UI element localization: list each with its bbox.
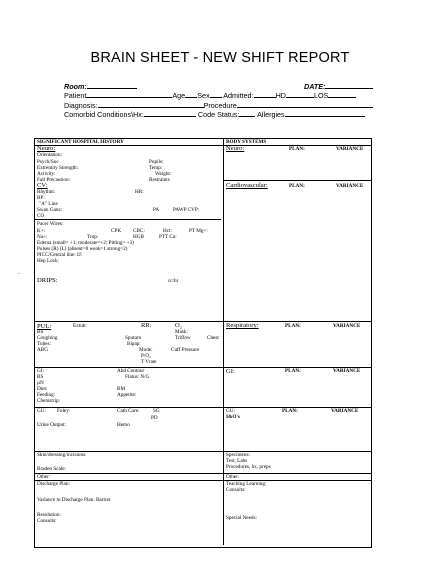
chemstrip-label: Chemstrip:	[37, 398, 61, 404]
pa-label: PA	[153, 207, 160, 213]
po2-label: P/O₂	[141, 353, 151, 359]
aline-label: "A" Line	[39, 201, 58, 207]
cardiovascular-heading: Cardiovascular:	[226, 182, 268, 189]
gi-heading: GI:	[37, 368, 44, 374]
respiratory-heading: Respiratory:	[226, 322, 259, 329]
picc-label: PICC/Central line: IJ:	[37, 252, 83, 258]
gi-bs-label: BS	[37, 374, 44, 380]
mode-label: Mode:	[139, 347, 153, 353]
swan-label: Swan Ganz:	[37, 207, 63, 213]
procedure-field[interactable]	[237, 100, 373, 108]
rhythm-label: Rhythm:	[37, 189, 56, 195]
activity-label: Activity:	[37, 171, 56, 177]
admitted-label: Admitted:	[223, 91, 254, 100]
row-line	[35, 480, 371, 481]
report-grid	[34, 138, 372, 548]
allergies-label: Allergies	[257, 110, 285, 119]
na-label: Na+:	[37, 234, 48, 240]
abd-label: Abd Contour	[117, 368, 145, 374]
bm-label: BM	[117, 386, 126, 392]
io-label: I&O's	[226, 414, 240, 420]
hgb-label: HGB	[133, 234, 144, 240]
patient-field[interactable]	[86, 90, 172, 98]
cv-variance-label: VARIANCE	[336, 183, 364, 189]
los-label: LOS	[313, 91, 329, 100]
column-divider	[223, 139, 224, 545]
gu-heading: GU:	[37, 408, 46, 414]
diagnosis-field[interactable]	[98, 100, 204, 108]
feeding-label: Feeding:	[37, 392, 56, 398]
cv-heading: CV:	[37, 182, 48, 189]
cpk-label: CPK	[111, 228, 122, 234]
restraints-label: Restraints	[149, 177, 170, 183]
row-line	[35, 407, 371, 408]
hr-label: HR:	[135, 189, 144, 195]
code-status-field[interactable]	[239, 109, 255, 117]
hd-label: HD	[275, 91, 286, 100]
neuro-heading: Neuro:	[37, 145, 56, 152]
procedures-label: Procedures, hx, preps	[226, 464, 271, 470]
weight-label: Weight:	[155, 171, 172, 177]
temp-label: Temp:	[149, 165, 163, 171]
neuro-right-heading: Neuro:	[226, 145, 245, 152]
pul-heading: PUL:	[37, 323, 52, 330]
diet-label: Diet:	[37, 386, 48, 392]
consults-left-label: Consults:	[37, 518, 57, 524]
procedure-label: Procedure	[203, 101, 237, 110]
row-line	[35, 473, 371, 474]
age-field[interactable]	[185, 90, 197, 98]
special-needs-label: Special Needs:	[226, 515, 257, 521]
comorbid-row	[64, 109, 365, 119]
row-line	[223, 180, 371, 181]
sg-label: SG	[153, 408, 160, 414]
body-systems-header: BODY SYSTEMS	[226, 139, 267, 145]
orientation-label: Orientation:	[37, 152, 63, 158]
pawp-label: PAWP CVP:	[173, 207, 200, 213]
resolution-label: Resolution:	[37, 512, 61, 518]
trop-label: Trop:	[87, 234, 99, 240]
page-title: BRAIN SHEET - NEW SHIFT REPORT	[90, 50, 350, 66]
foley-label: Foley:	[57, 408, 71, 414]
sputum-label: Sputum	[125, 335, 142, 341]
comorbid-label: Comorbid Conditions\Hx:	[64, 110, 144, 119]
edema-label: Edema (small= +1; moderate=+2; Pitting= +3)	[37, 240, 134, 246]
appetite-label: Appetite:	[117, 392, 137, 398]
pacer-label: Pacer Wires:	[37, 221, 64, 227]
tests-label: Test, Labs	[226, 458, 248, 464]
cbc-label: CBC:	[133, 228, 145, 234]
comorbid-field[interactable]	[144, 109, 196, 117]
admitted-field[interactable]	[254, 90, 276, 98]
extub-label: Extub:	[73, 323, 87, 329]
braden-label: Braden Scale:	[37, 466, 66, 472]
patient-label: Patient	[64, 91, 87, 100]
cath-label: Cath Care:	[117, 408, 140, 414]
resp-variance-label: VARIANCE	[333, 323, 361, 329]
abg-label: ABG	[37, 347, 48, 353]
room-field[interactable]	[87, 81, 137, 89]
hct-label: Hct:	[163, 228, 172, 234]
hd-field[interactable]	[286, 90, 314, 98]
coughing-label: Coughing	[37, 335, 58, 341]
other-right-label: Other:	[226, 474, 240, 480]
rr-label: RR:	[141, 322, 152, 329]
pttca-label: PTT Ca:	[159, 234, 177, 240]
k-label: K+:	[37, 228, 46, 234]
ptmg-label: PT Mg+:	[189, 228, 208, 234]
o2-label: O₂	[175, 322, 183, 329]
patient-row	[64, 90, 356, 100]
mask-label: Mask:	[175, 329, 188, 335]
diagnosis-label: Diagnosis:	[64, 101, 98, 110]
neuro-variance-label: VARIANCE	[336, 146, 364, 152]
skin-label: Skin/dressing/incisions:	[37, 452, 87, 458]
pupils-label: Pupils:	[149, 159, 164, 165]
code-status-label: Code Status:	[197, 110, 240, 119]
cuff-label: Cuff Pressure	[171, 347, 200, 353]
los-field[interactable]	[328, 90, 356, 98]
row-line	[35, 321, 371, 322]
pd-label: PD	[151, 415, 158, 421]
bipap-label: Bipap:	[127, 341, 141, 347]
variance-dc-label: Variance to Discharge Plan: Barrier	[37, 497, 111, 503]
row-line	[35, 219, 221, 220]
co-label: CO	[37, 213, 45, 219]
tubes-label: Tubes:	[37, 341, 51, 347]
specimens-label: Specimens:	[226, 452, 250, 458]
consults-right-label: Consults:	[226, 487, 246, 493]
history-header: SIGNIFICANT HOSPITAL HISTORY	[37, 139, 124, 145]
discharge-label: Discharge Plan:	[37, 481, 70, 487]
extremity-label: Extremity Strength:	[37, 165, 79, 171]
pulses-label: Pulses (R) (L) (absent=0 weak=1 strong=2)	[37, 246, 128, 252]
fall-label: Fall Precaution:	[37, 177, 70, 183]
date-field[interactable]	[325, 81, 373, 89]
np-label: µN	[37, 380, 44, 386]
flatus-label: Flatus: N/G	[125, 374, 150, 380]
sex-label: Sex	[197, 91, 210, 100]
row-line	[35, 367, 371, 368]
gi-variance-label: VARIANCE	[333, 368, 361, 374]
gi-right-heading: GI:	[226, 368, 235, 375]
triflow-label: Triflow	[175, 335, 191, 341]
gi-plan-label: PLAN:	[285, 368, 301, 374]
tvrate-label: T Vrate	[141, 359, 157, 365]
cv-plan-label: PLAN:	[289, 183, 305, 189]
bp-label: BP:	[37, 195, 45, 201]
cchr-label: cc/hr	[168, 278, 179, 284]
urine-label: Urine Output:	[37, 422, 66, 428]
hemo-label: Hemo	[117, 422, 130, 428]
margin-mark: -	[18, 271, 20, 277]
neuro-plan-label: PLAN:	[289, 146, 305, 152]
heplock-label: Hep Lock:	[37, 258, 60, 264]
teaching-label: Teaching Learning:	[226, 481, 267, 487]
psych-label: Psych/Soc	[37, 159, 59, 165]
chest-label: Chest	[207, 335, 219, 341]
other-left-label: Other:	[37, 474, 51, 480]
allergies-field[interactable]	[285, 109, 365, 117]
gu-right-heading: GU:	[226, 408, 235, 414]
drips-label: DRIPS:	[37, 277, 58, 284]
sex-field[interactable]	[210, 90, 222, 98]
gu-plan-label: PLAN:	[282, 408, 298, 414]
room-label: Room:	[64, 82, 87, 91]
gu-variance-label: VARIANCE	[331, 408, 359, 414]
resp-plan-label: PLAN:	[285, 323, 301, 329]
date-label: DATE:	[304, 82, 326, 91]
age-label: Age	[172, 91, 186, 100]
bs-label: BS	[37, 329, 44, 335]
